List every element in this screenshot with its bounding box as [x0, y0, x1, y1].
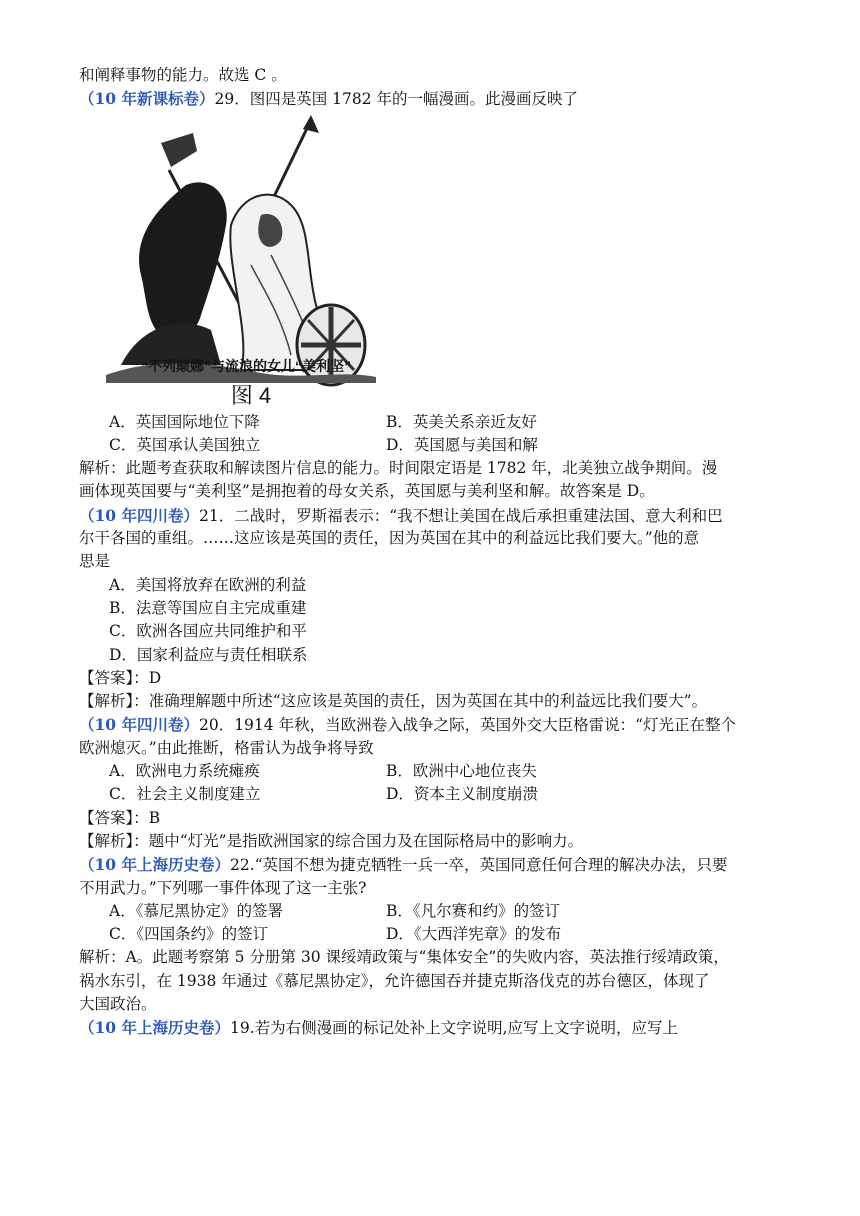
q29-options-row-1 — [79, 411, 783, 434]
q21-stem-line-3: 思是 — [79, 552, 111, 571]
q22-stem-line-2: 不用武力。”下列哪一事件体现了这一主张? — [79, 878, 367, 897]
q22-source: （10 年上海历史卷） — [79, 855, 230, 875]
q29-stem-line — [79, 87, 783, 110]
q19-stem-line — [79, 1016, 783, 1039]
intro-line: 和阐释事物的能力。故选 C 。 — [79, 66, 287, 84]
q20-option-c: C．社会主义制度建立 — [109, 785, 261, 804]
q20-options-row-2 — [79, 783, 783, 806]
q20-analysis: 【解析】：题中“灯光”是指欧洲国家的综合国力及在国际格局中的影响力。 — [79, 831, 584, 850]
q21-answer: 【答案】：D — [79, 668, 162, 687]
q20-stem-line-1 — [79, 713, 783, 736]
q29-source: （10 年新课标卷） — [79, 89, 215, 109]
q22-option-c: C．《四国条约》的签订 — [109, 925, 269, 944]
q20-option-d: D．资本主义制度崩溃 — [386, 785, 538, 804]
document-page — [79, 64, 783, 1040]
q21-option-d: D．国家利益应与责任相联系 — [109, 645, 308, 664]
q21-analysis: 【解析】：准确理解题中所述“这应该是英国的责任，因为英国在其中的利益远比我们要大”。 — [79, 692, 708, 711]
q29-analysis-2: 画体现英国要与“美利坚”是拥抱着的母女关系，英国愿与美利坚和解。故答案是 D。 — [79, 482, 655, 501]
q22-options-row-1 — [79, 900, 783, 923]
q21-option-c: C．欧洲各国应共同维护和平 — [109, 622, 307, 641]
q29-analysis-1: 解析：此题考查获取和解读图片信息的能力。时间限定语是 1782 年，北美独立战争期间。漫 — [79, 459, 718, 478]
q20-stem-line-2: 欧洲熄灭。”由此推断，格雷认为战争将导致 — [79, 738, 374, 757]
flag-left — [161, 133, 197, 167]
q20-source: （10 年四川卷） — [79, 715, 199, 735]
figure-caption: “不列颠娜”与流浪的女儿“美利坚” — [141, 357, 351, 374]
q22-analysis-2: 祸水东引，在 1938 年通过《慕尼黑协定》，允许德国吞并捷克斯洛伐克的苏台德区，体现了 — [79, 971, 710, 990]
q21-stem-line-1 — [79, 504, 783, 527]
q21-source: （10 年四川卷） — [79, 505, 199, 525]
q20-answer: 【答案】：B — [79, 808, 161, 827]
q21-stem-line-2: 尔干各国的重组。……这应该是英国的责任，因为英国在其中的利益远比我们要大。”他的意 — [79, 529, 700, 548]
q22-option-d: D．《大西洋宪章》的发布 — [386, 925, 562, 944]
cartoon-illustration — [101, 115, 391, 409]
q19-stem: 19.若为右侧漫画的标记处补上文字说明,应写上文字说明，应写上 — [229, 1019, 679, 1038]
q29-options-row-2 — [79, 434, 783, 457]
q20-option-a: A．欧洲电力系统瘫痪 — [109, 762, 260, 781]
figure-dark — [139, 182, 227, 339]
q22-analysis-1: 解析：A。此题考察第 5 分册第 30 课绥靖政策与“集体安全”的失败内容，英法推行绥靖政策， — [79, 948, 729, 967]
q21-option-b: B．法意等国应自主完成重建 — [109, 598, 307, 617]
q21-option-a: A．美国将放弃在欧洲的利益 — [109, 575, 307, 594]
q21-stem-1: 21．二战时，罗斯福表示：“我不想让美国在战后承担重建法国、意大利和巴 — [198, 506, 723, 525]
q20-stem-1: 20．1914 年秋，当欧洲卷入战争之际，英国外交大臣格雷说：“灯光正在整个 — [198, 716, 736, 735]
q29-figure — [79, 111, 783, 411]
q29-option-c: C．英国承认美国独立 — [109, 435, 261, 454]
q29-stem: 29．图四是英国 1782 年的一幅漫画。此漫画反映了 — [214, 90, 578, 109]
q20-option-b: B．欧洲中心地位丧失 — [386, 762, 537, 781]
q22-stem-1: 22.“英国不想为捷克牺牲一兵一卒，英国同意任何合理的解决办法，只要 — [229, 856, 728, 875]
q22-options-row-2 — [79, 923, 783, 946]
q19-source: （10 年上海历史卷） — [79, 1018, 230, 1038]
q29-option-b: B．英美关系亲近友好 — [386, 412, 537, 431]
q29-option-d: D．英国愿与美国和解 — [386, 435, 538, 454]
q22-stem-line-1 — [79, 853, 783, 876]
q22-analysis-3: 大国政治。 — [79, 995, 157, 1014]
q22-option-b: B．《凡尔赛和约》的签订 — [386, 901, 561, 920]
q20-options-row-1 — [79, 760, 783, 783]
figure-label: 图 4 — [230, 382, 272, 408]
q29-option-a: A．英国国际地位下降 — [109, 412, 260, 431]
q22-option-a: A．《慕尼黑协定》的签署 — [109, 901, 283, 920]
